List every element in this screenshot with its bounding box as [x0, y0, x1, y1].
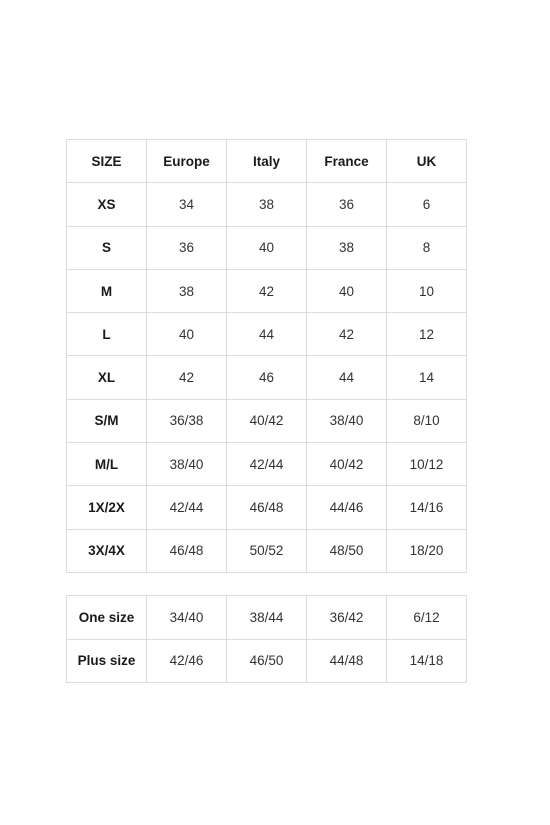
- italy-cell: 46/48: [227, 486, 307, 529]
- italy-cell: 42/44: [227, 443, 307, 486]
- italy-cell: 44: [227, 313, 307, 356]
- france-cell: 40/42: [307, 443, 387, 486]
- table-row: [67, 269, 467, 312]
- uk-cell: 14/18: [387, 639, 467, 683]
- header-cell-uk: UK: [387, 140, 467, 183]
- europe-cell: 42/46: [147, 639, 227, 683]
- italy-cell: 46/50: [227, 639, 307, 683]
- size-label-cell: 1X/2X: [67, 486, 147, 529]
- table-row: [67, 226, 467, 269]
- france-cell: 38/40: [307, 399, 387, 442]
- size-label-cell: S/M: [67, 399, 147, 442]
- uk-cell: 6/12: [387, 596, 467, 640]
- europe-cell: 38/40: [147, 443, 227, 486]
- europe-cell: 36: [147, 226, 227, 269]
- size-chart-table: [66, 139, 467, 573]
- table-row: [67, 596, 467, 640]
- size-label-cell: M: [67, 269, 147, 312]
- france-cell: 44: [307, 356, 387, 399]
- header-cell-france: France: [307, 140, 387, 183]
- europe-cell: 34: [147, 183, 227, 226]
- france-cell: 42: [307, 313, 387, 356]
- size-label-cell: L: [67, 313, 147, 356]
- france-cell: 44/48: [307, 639, 387, 683]
- europe-cell: 40: [147, 313, 227, 356]
- italy-cell: 40: [227, 226, 307, 269]
- uk-cell: 8/10: [387, 399, 467, 442]
- italy-cell: 50/52: [227, 529, 307, 572]
- france-cell: 36: [307, 183, 387, 226]
- europe-cell: 46/48: [147, 529, 227, 572]
- header-cell-italy: Italy: [227, 140, 307, 183]
- europe-cell: 38: [147, 269, 227, 312]
- france-cell: 38: [307, 226, 387, 269]
- size-label-cell: XL: [67, 356, 147, 399]
- europe-cell: 42: [147, 356, 227, 399]
- table-row: [67, 356, 467, 399]
- header-cell-europe: Europe: [147, 140, 227, 183]
- uk-cell: 14/16: [387, 486, 467, 529]
- uk-cell: 6: [387, 183, 467, 226]
- table-row: [67, 639, 467, 683]
- header-cell-size: SIZE: [67, 140, 147, 183]
- europe-cell: 34/40: [147, 596, 227, 640]
- france-cell: 40: [307, 269, 387, 312]
- uk-cell: 14: [387, 356, 467, 399]
- uk-cell: 8: [387, 226, 467, 269]
- italy-cell: 42: [227, 269, 307, 312]
- uk-cell: 10/12: [387, 443, 467, 486]
- uk-cell: 18/20: [387, 529, 467, 572]
- size-label-cell: XS: [67, 183, 147, 226]
- special-sizes-table: [66, 595, 467, 683]
- europe-cell: 36/38: [147, 399, 227, 442]
- italy-cell: 46: [227, 356, 307, 399]
- table-row: [67, 183, 467, 226]
- europe-cell: 42/44: [147, 486, 227, 529]
- table-header-row: [67, 140, 467, 183]
- table-row: [67, 399, 467, 442]
- italy-cell: 38/44: [227, 596, 307, 640]
- size-label-cell: M/L: [67, 443, 147, 486]
- france-cell: 36/42: [307, 596, 387, 640]
- size-label-cell: Plus size: [67, 639, 147, 683]
- table-row: [67, 443, 467, 486]
- france-cell: 48/50: [307, 529, 387, 572]
- italy-cell: 40/42: [227, 399, 307, 442]
- table-row: [67, 313, 467, 356]
- table-row: [67, 486, 467, 529]
- uk-cell: 10: [387, 269, 467, 312]
- size-label-cell: S: [67, 226, 147, 269]
- size-label-cell: One size: [67, 596, 147, 640]
- table-row: [67, 529, 467, 572]
- size-label-cell: 3X/4X: [67, 529, 147, 572]
- uk-cell: 12: [387, 313, 467, 356]
- italy-cell: 38: [227, 183, 307, 226]
- france-cell: 44/46: [307, 486, 387, 529]
